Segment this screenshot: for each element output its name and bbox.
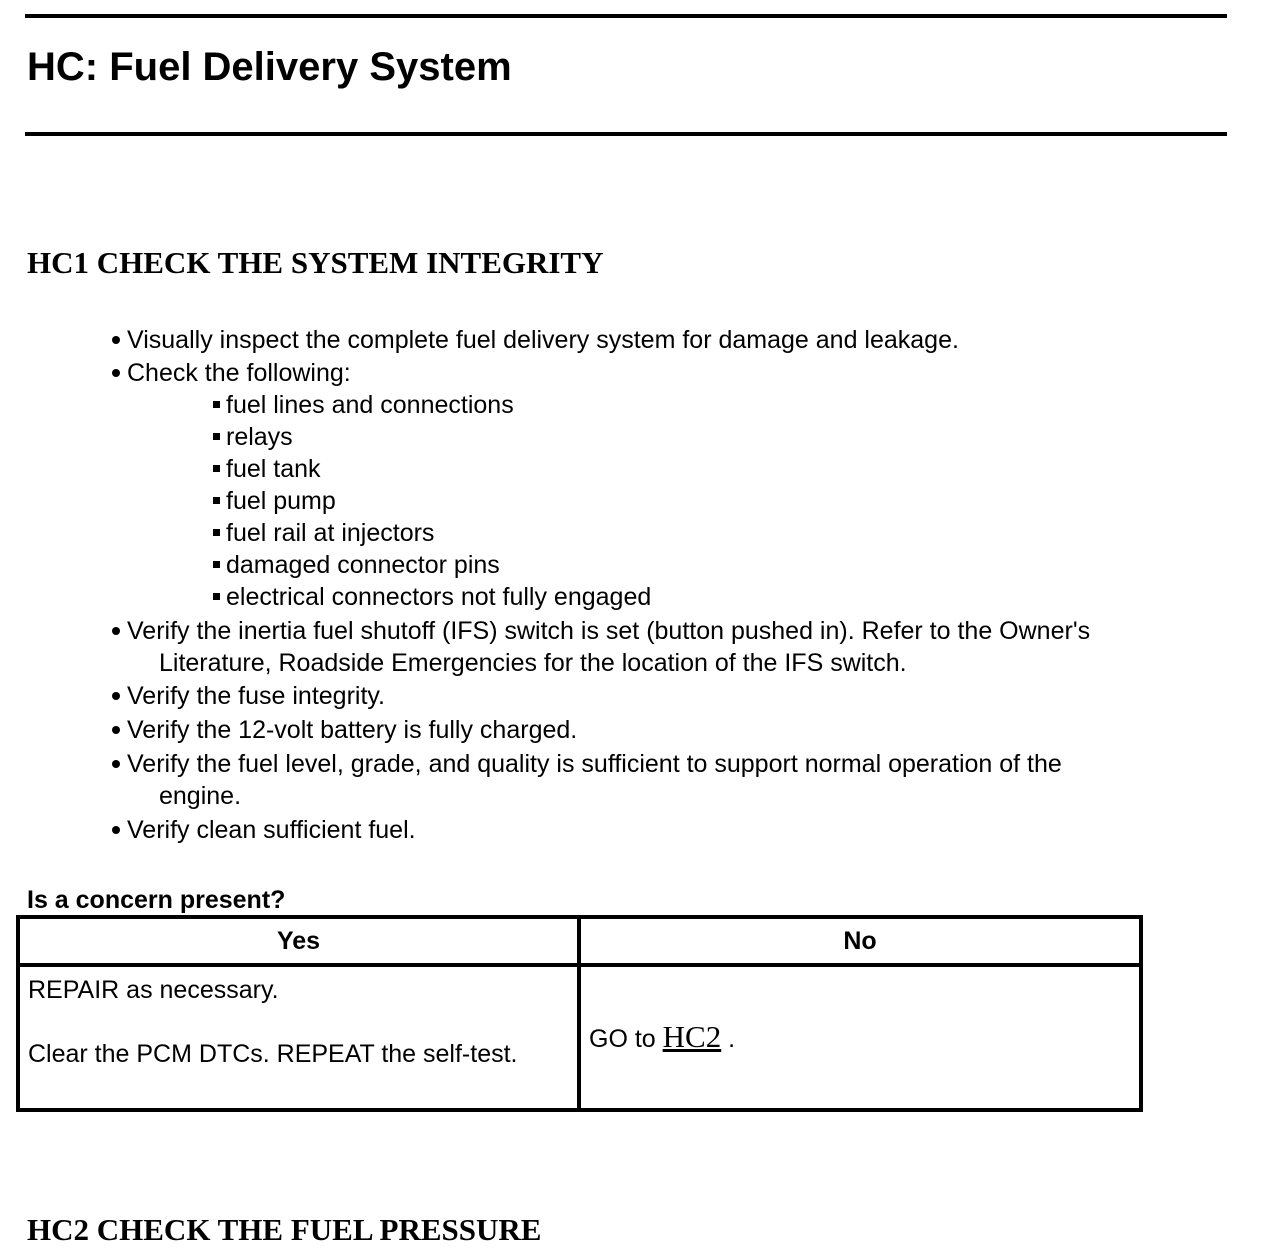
- decision-table: [16, 915, 1143, 1112]
- bullet-text: Check the following:: [127, 359, 351, 387]
- check-item: damaged connector pins: [226, 551, 500, 579]
- top-rule: [25, 14, 1227, 18]
- yes-action-repair: REPAIR as necessary.: [28, 976, 279, 1004]
- bullet-icon: [112, 826, 120, 834]
- no-action-prefix: GO to: [589, 1024, 656, 1053]
- no-cell: [579, 965, 1141, 1110]
- bullet-text-continuation: Literature, Roadside Emergencies for the location of the IFS switch.: [159, 649, 907, 677]
- bullet-text: Verify clean sufficient fuel.: [127, 816, 416, 844]
- bullet-icon: [112, 726, 120, 734]
- square-bullet-icon: [213, 401, 220, 408]
- section-heading-hc1: HC1 CHECK THE SYSTEM INTEGRITY: [27, 245, 604, 280]
- table-header-row: [18, 917, 1141, 965]
- square-bullet-icon: [213, 497, 220, 504]
- square-bullet-icon: [213, 593, 220, 600]
- no-header: No: [579, 917, 1141, 965]
- square-bullet-icon: [213, 465, 220, 472]
- bullet-icon: [112, 760, 120, 768]
- bullet-text: Verify the fuel level, grade, and quality is sufficient to support normal operation of the: [127, 750, 1062, 778]
- square-bullet-icon: [213, 529, 220, 536]
- check-item: fuel pump: [226, 487, 336, 515]
- bullet-text: Verify the inertia fuel shutoff (IFS) switch is set (button pushed in). Refer to the Owner's: [127, 617, 1091, 645]
- check-item: fuel lines and connections: [226, 391, 514, 419]
- section-heading-hc2: HC2 CHECK THE FUEL PRESSURE: [27, 1212, 542, 1247]
- square-bullet-icon: [213, 433, 220, 440]
- bullet-icon: [112, 369, 120, 377]
- check-item: relays: [226, 423, 293, 451]
- bullet-icon: [112, 627, 120, 635]
- bullet-text: Verify the 12-volt battery is fully charged.: [127, 716, 578, 744]
- check-item: fuel tank: [226, 455, 321, 483]
- yes-action-clear: Clear the PCM DTCs. REPEAT the self-test.: [28, 1040, 518, 1068]
- yes-header: Yes: [18, 917, 579, 965]
- no-action-suffix: .: [728, 1024, 736, 1053]
- page-title: HC: Fuel Delivery System: [27, 45, 512, 89]
- square-bullet-icon: [213, 561, 220, 568]
- bullet-icon: [112, 692, 120, 700]
- hc2-link[interactable]: HC2: [662, 1018, 722, 1054]
- bullet-text-continuation: engine.: [159, 782, 242, 810]
- bullet-text: Visually inspect the complete fuel delivery system for damage and leakage.: [127, 326, 959, 354]
- title-rule: [25, 132, 1227, 136]
- check-item: fuel rail at injectors: [226, 519, 435, 547]
- bullet-text: Verify the fuse integrity.: [127, 682, 385, 710]
- bullet-icon: [112, 336, 120, 344]
- table-row: [18, 965, 1141, 1110]
- decision-question: Is a concern present?: [27, 886, 286, 914]
- check-item: electrical connectors not fully engaged: [226, 583, 652, 611]
- yes-cell: [18, 965, 579, 1110]
